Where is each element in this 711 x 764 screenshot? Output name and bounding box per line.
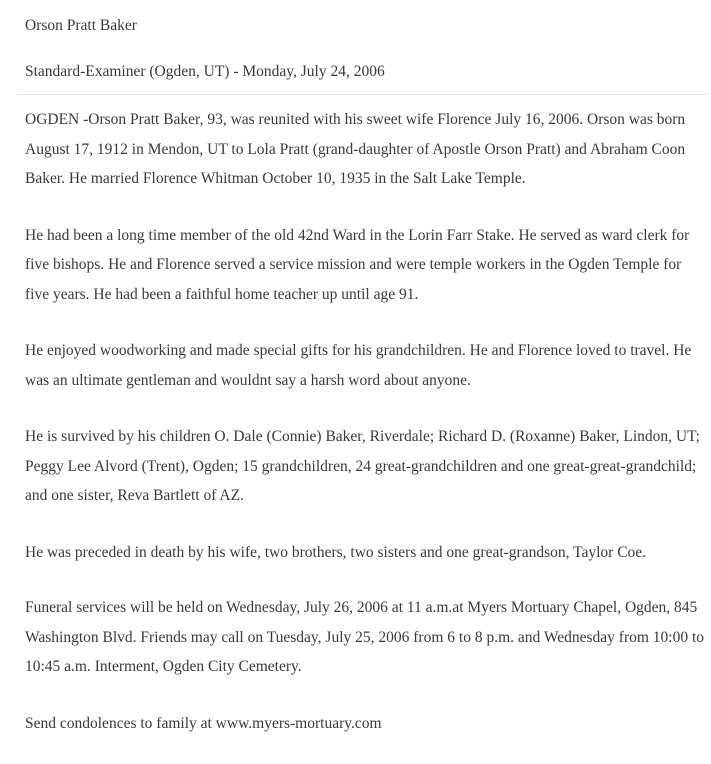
paragraph-intro: OGDEN -Orson Pratt Baker, 93, was reunited with his sweet wife Florence July 16, 2006. Orson was born August 17, 1912 in Mendon, UT to Lola Pratt (grand-daughter of Apostle Orson Pratt) and Abraham Coon Baker. He married Florence Whitman October 10, 1935 in the Salt Lake Temple. — [25, 111, 686, 187]
paragraph-preceded: He was preceded in death by his wife, two brothers, two sisters and one great-grandson, Taylor Coe. — [25, 543, 647, 561]
header-divider — [18, 94, 708, 95]
paragraph-condolences: Send condolences to family at www.myers-mortuary.com — [25, 714, 382, 732]
publication-source-line: Standard-Examiner (Ogden, UT) - Monday, July 24, 2006 — [25, 63, 385, 80]
obituary-title: Orson Pratt Baker — [25, 17, 137, 34]
paragraph-survivors: He is survived by his children O. Dale (Connie) Baker, Riverdale; Richard D. (Roxanne) Baker, Lindon, UT; Peggy Lee Alvord (Trent), Ogden; 15 grandchildren, 24 great-grandchildren and one great-great-grandchild; and one sister, Reva Bartlett of AZ. — [25, 428, 700, 504]
paragraph-hobbies: He enjoyed woodworking and made special gifts for his grandchildren. He and Florence loved to travel. He was an ultimate gentleman and wouldnt say a harsh word about anyone. — [25, 342, 692, 389]
paragraph-church-service: He had been a long time member of the old 42nd Ward in the Lorin Farr Stake. He served as ward clerk for five bishops. He and Florence served a service mission and were temple workers in the Ogden Temple for five years. He had been a faithful home teacher up until age 91. — [25, 226, 690, 303]
paragraph-funeral: Funeral services will be held on Wednesday, July 26, 2006 at 11 a.m.at Myers Mortuary Chapel, Ogden, 845 Washington Blvd. Friends may call on Tuesday, July 25, 2006 from 6 to 8 p.m. and Wednesday from 10:00 to 10:45 a.m. Interment, Ogden City Cemetery. — [25, 599, 705, 675]
obituary-body — [25, 105, 705, 764]
